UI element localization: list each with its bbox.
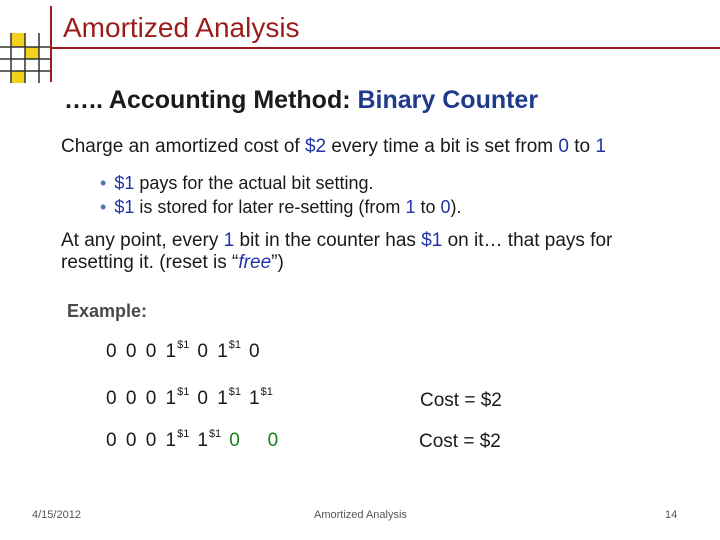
counter-row: [106, 388, 281, 410]
bits: 0 1: [197, 341, 228, 362]
bit-value: 0: [440, 197, 451, 217]
free-word: free: [238, 252, 272, 273]
credit-label: $1: [228, 386, 242, 398]
bullet-dot-icon: •: [100, 197, 107, 217]
credit-label: $1: [177, 428, 190, 440]
bits: 0 0 0 1: [106, 430, 177, 451]
bits: 1: [197, 430, 208, 451]
cost-label: Cost = $2: [419, 431, 501, 452]
counter-row: [106, 430, 278, 452]
bit-value: 1: [405, 197, 416, 217]
bits: 1: [249, 388, 260, 409]
subtitle-highlight: Binary Counter: [357, 86, 539, 114]
text-segment: ).: [450, 197, 462, 217]
credit-label: $1: [177, 386, 190, 398]
cost-amount: $1: [421, 230, 443, 251]
slide-subtitle: [64, 86, 538, 115]
text-segment: At any point, every: [61, 230, 224, 251]
cost-amount: $2: [304, 136, 327, 157]
cost-amount: $1: [114, 173, 135, 193]
reset-bit: 0: [229, 430, 240, 451]
bullet-item: [100, 197, 461, 218]
bits: 0 0 0 1: [106, 388, 177, 409]
text-segment: bit in the counter has: [234, 230, 422, 251]
bit-value: 1: [595, 136, 606, 157]
text-segment: every time a bit is set from: [326, 136, 559, 157]
bullet-item: [100, 173, 373, 194]
explanation-paragraph: [61, 230, 671, 274]
bit-value: 0: [558, 136, 569, 157]
bits: 0: [249, 341, 260, 362]
text-segment: is stored for later re-setting (from: [134, 197, 406, 217]
cost-label: Cost = $2: [420, 390, 502, 411]
text-segment: on it… that pays for resetting it. (reset is “: [61, 230, 613, 273]
title-vertical-rule: [50, 6, 52, 82]
bullet-dot-icon: •: [100, 173, 107, 193]
credit-label: $1: [228, 339, 242, 351]
cost-amount: $1: [114, 197, 135, 217]
credit-label: $1: [177, 339, 190, 351]
slide-title: Amortized Analysis: [63, 12, 300, 43]
reset-bit: 0: [267, 430, 279, 451]
bits: 0 1: [197, 388, 228, 409]
counter-row: [106, 341, 260, 363]
page-number: 14: [665, 509, 678, 521]
example-label: Example:: [67, 301, 148, 321]
text-segment: to: [415, 197, 441, 217]
text-segment: Charge an amortized cost of: [61, 136, 305, 157]
grid-logo-icon: [0, 33, 50, 83]
subtitle-prefix: ….. Accounting Method:: [64, 86, 358, 114]
footer-title: Amortized Analysis: [314, 509, 407, 521]
charge-statement: [61, 136, 606, 158]
text-segment: ”): [271, 252, 284, 273]
text-segment: pays for the actual bit setting.: [134, 173, 374, 193]
credit-label: $1: [260, 386, 273, 398]
bits: 0 0 0 1: [106, 341, 177, 362]
bit-value: 1: [223, 230, 235, 251]
credit-label: $1: [208, 428, 222, 440]
text-segment: to: [568, 136, 596, 157]
footer-date: 4/15/2012: [32, 509, 81, 521]
title-horizontal-rule: [50, 47, 720, 49]
